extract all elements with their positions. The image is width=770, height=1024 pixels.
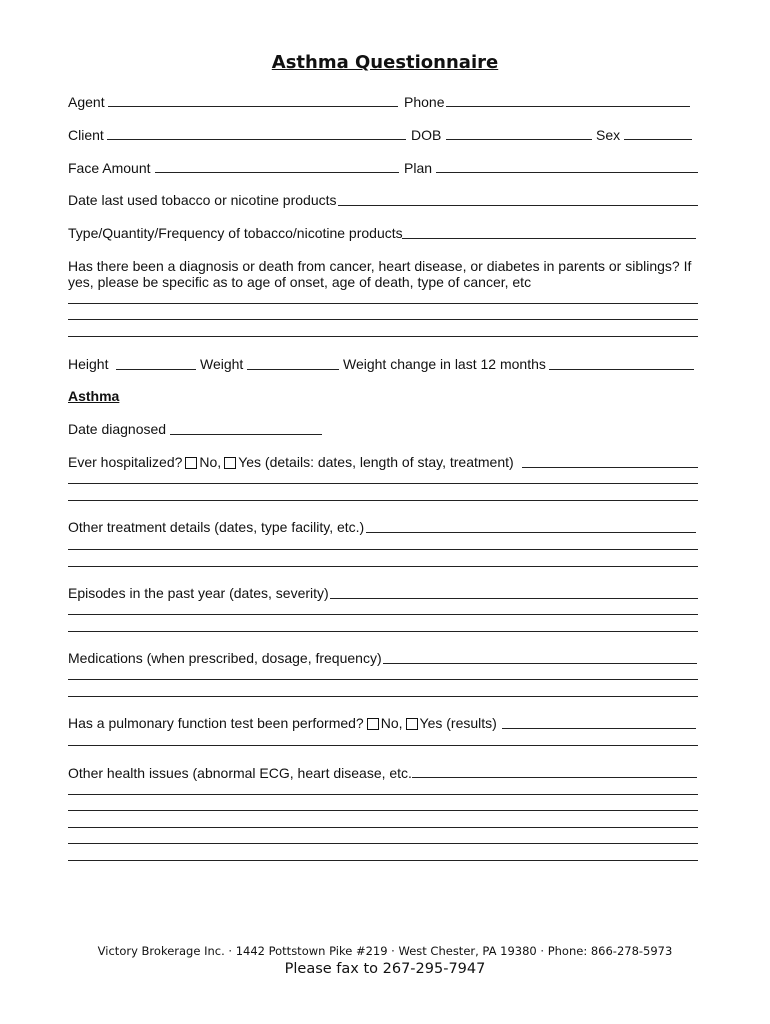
- footer-fax: Please fax to 267-295-7947: [284, 961, 486, 977]
- episodes-line[interactable]: [68, 631, 698, 632]
- hospitalized-yes-label: Yes (details: dates, length of stay, treatment): [238, 454, 514, 470]
- medications-field[interactable]: [383, 663, 697, 664]
- other-health-line[interactable]: [68, 843, 698, 844]
- date-diagnosed-field[interactable]: [170, 434, 322, 435]
- family-history-line[interactable]: [68, 336, 698, 337]
- date-diagnosed-label: Date diagnosed: [68, 421, 167, 437]
- other-treatment-line[interactable]: [68, 566, 698, 567]
- weight-change-field[interactable]: [549, 369, 694, 370]
- height-field[interactable]: [116, 369, 196, 370]
- face-amount-label: Face Amount: [68, 160, 151, 176]
- pft-yes-checkbox[interactable]: [406, 718, 418, 730]
- tobacco-date-label: Date last used tobacco or nicotine products: [68, 192, 337, 208]
- plan-field[interactable]: [436, 172, 698, 173]
- plan-label: Plan: [404, 160, 433, 176]
- hospitalized-question: [68, 454, 514, 470]
- face-amount-field[interactable]: [155, 172, 399, 173]
- pft-label: Has a pulmonary function test been performed?: [68, 715, 364, 731]
- hospitalized-details-field[interactable]: [522, 467, 698, 468]
- other-treatment-line[interactable]: [68, 549, 698, 550]
- client-label: Client: [68, 127, 104, 143]
- phone-label: Phone: [404, 94, 445, 110]
- phone-field[interactable]: [446, 106, 690, 107]
- family-history-question: Has there been a diagnosis or death from cancer, heart disease, or diabetes in parents or siblings? If: [68, 258, 692, 274]
- footer-address: Victory Brokerage Inc. · 1442 Pottstown Pike #219 · West Chester, PA 19380 · Phone: 866-278-5973: [97, 944, 673, 958]
- dob-label: DOB: [411, 127, 442, 143]
- dob-field[interactable]: [446, 139, 592, 140]
- other-treatment-label: Other treatment details (dates, type facility, etc.): [68, 519, 365, 535]
- height-label: Height: [68, 356, 109, 372]
- episodes-field[interactable]: [330, 598, 698, 599]
- hospitalized-details-line[interactable]: [68, 483, 698, 484]
- family-history-question-cont: yes, please be specific as to age of onset, age of death, type of cancer, etc: [68, 274, 532, 290]
- family-history-line[interactable]: [68, 319, 698, 320]
- other-health-field[interactable]: [412, 777, 697, 778]
- hospitalized-no-label: No,: [199, 454, 222, 470]
- weight-change-label: Weight change in last 12 months: [343, 356, 546, 372]
- other-treatment-field[interactable]: [366, 532, 696, 533]
- weight-field[interactable]: [247, 369, 339, 370]
- pft-results-line[interactable]: [68, 745, 698, 746]
- other-health-line[interactable]: [68, 827, 698, 828]
- tobacco-date-field[interactable]: [338, 205, 698, 206]
- episodes-label: Episodes in the past year (dates, severity): [68, 585, 329, 601]
- tobacco-type-label: Type/Quantity/Frequency of tobacco/nicotine products: [68, 225, 403, 241]
- agent-label: Agent: [68, 94, 105, 110]
- pft-no-checkbox[interactable]: [367, 718, 379, 730]
- sex-label: Sex: [596, 127, 621, 143]
- hospitalized-label: Ever hospitalized?: [68, 454, 183, 470]
- pft-question: [68, 715, 497, 731]
- medications-label: Medications (when prescribed, dosage, frequency): [68, 650, 382, 666]
- weight-label: Weight: [200, 356, 244, 372]
- hospitalized-details-line[interactable]: [68, 500, 698, 501]
- tobacco-type-field[interactable]: [402, 238, 696, 239]
- pft-results-field[interactable]: [502, 728, 696, 729]
- other-health-line[interactable]: [68, 794, 698, 795]
- other-health-line[interactable]: [68, 860, 698, 861]
- hospitalized-no-checkbox[interactable]: [185, 457, 197, 469]
- client-field[interactable]: [107, 139, 406, 140]
- episodes-line[interactable]: [68, 614, 698, 615]
- asthma-heading: Asthma: [68, 388, 120, 404]
- page-title: Asthma Questionnaire: [271, 52, 499, 73]
- medications-line[interactable]: [68, 679, 698, 680]
- sex-field[interactable]: [624, 139, 692, 140]
- agent-field[interactable]: [108, 106, 398, 107]
- pft-no-label: No,: [380, 715, 403, 731]
- pft-yes-label: Yes (results): [419, 715, 497, 731]
- other-health-label: Other health issues (abnormal ECG, heart disease, etc.: [68, 765, 412, 781]
- medications-line[interactable]: [68, 696, 698, 697]
- other-health-line[interactable]: [68, 810, 698, 811]
- hospitalized-yes-checkbox[interactable]: [224, 457, 236, 469]
- family-history-line[interactable]: [68, 303, 698, 304]
